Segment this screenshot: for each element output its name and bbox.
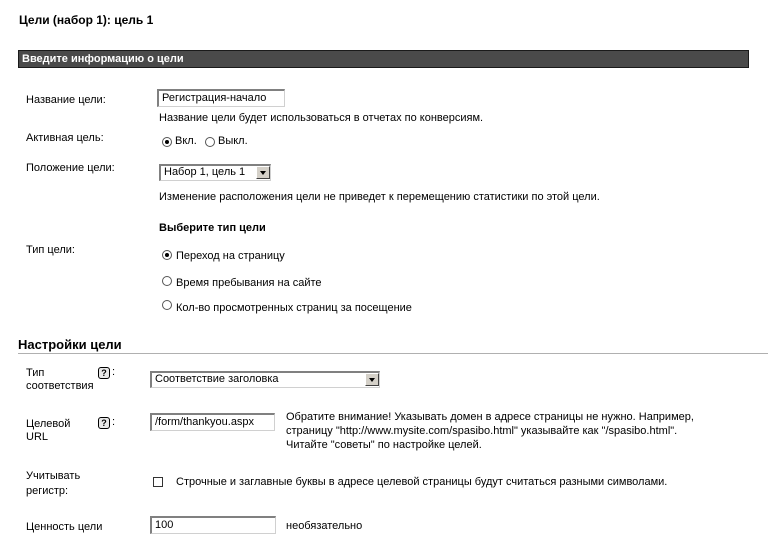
goal-position-hint: Изменение расположения цели не приведет к перемещению статистики по этой цели. bbox=[159, 191, 600, 203]
goal-position-select[interactable] bbox=[159, 164, 271, 181]
goal-name-label: Название цели: bbox=[26, 94, 106, 106]
goal-value-label: Ценность цели bbox=[26, 521, 103, 533]
goal-url-note-line1: Обратите внимание! Указывать домен в адресе страницы не нужно. Например, bbox=[286, 411, 694, 423]
active-off-label: Выкл. bbox=[218, 135, 248, 147]
help-icon[interactable]: ? bbox=[98, 367, 110, 379]
match-type-label-line1: Тип bbox=[26, 367, 45, 379]
goal-url-note-line2: страницу "http://www.mysite.com/spasibo.html" указывайте как "/spasibo.html". bbox=[286, 425, 678, 437]
goal-url-label-line1: Целевой bbox=[26, 418, 71, 430]
goal-type-option-pages: Кол-во просмотренных страниц за посещение bbox=[176, 302, 412, 314]
goal-type-radio-pages[interactable] bbox=[162, 300, 172, 310]
goal-position-label: Положение цели: bbox=[26, 162, 115, 174]
goal-type-option-pageview: Переход на страницу bbox=[176, 250, 285, 262]
case-sensitive-label-line2: регистр: bbox=[26, 485, 69, 497]
chevron-down-icon[interactable] bbox=[256, 166, 270, 179]
active-goal-label: Активная цель: bbox=[26, 132, 104, 144]
match-type-select[interactable] bbox=[150, 371, 380, 388]
case-sensitive-checkbox[interactable] bbox=[153, 477, 163, 487]
match-type-colon: : bbox=[112, 366, 116, 378]
active-on-radio[interactable] bbox=[162, 137, 172, 147]
section-header-title: Введите информацию о цели bbox=[22, 53, 184, 65]
goal-name-hint: Название цели будет использоваться в отчетах по конверсиям. bbox=[159, 112, 484, 124]
goal-type-heading: Выберите тип цели bbox=[159, 222, 266, 234]
goal-position-value: Набор 1, цель 1 bbox=[164, 166, 246, 178]
goal-type-radio-time[interactable] bbox=[162, 276, 172, 286]
goal-type-label: Тип цели: bbox=[26, 244, 75, 256]
goal-url-input[interactable]: /form/thankyou.aspx bbox=[150, 413, 275, 431]
goal-name-input[interactable]: Регистрация-начало bbox=[157, 89, 285, 107]
section-header-bar bbox=[18, 50, 749, 68]
help-icon[interactable]: ? bbox=[98, 417, 110, 429]
match-type-label-line2: соответствия bbox=[26, 380, 94, 392]
active-on-label: Вкл. bbox=[175, 135, 197, 147]
chevron-down-icon[interactable] bbox=[365, 373, 379, 386]
settings-title: Настройки цели bbox=[18, 337, 122, 352]
settings-divider bbox=[18, 353, 768, 354]
goal-type-option-time: Время пребывания на сайте bbox=[176, 277, 322, 289]
case-sensitive-text: Строчные и заглавные буквы в адресе целевой страницы будут считаться разными символами. bbox=[176, 476, 668, 488]
case-sensitive-label-line1: Учитывать bbox=[26, 470, 81, 482]
match-type-value: Соответствие заголовка bbox=[155, 373, 279, 385]
goal-value-optional: необязательно bbox=[286, 520, 363, 532]
goal-value-input[interactable]: 100 bbox=[150, 516, 276, 534]
active-off-radio[interactable] bbox=[205, 137, 215, 147]
goal-url-note-line3: Читайте "советы" по настройке целей. bbox=[286, 439, 482, 451]
page-title: Цели (набор 1): цель 1 bbox=[19, 13, 154, 27]
goal-url-label-line2: URL bbox=[26, 431, 49, 443]
goal-type-radio-pageview[interactable] bbox=[162, 250, 172, 260]
goal-url-colon: : bbox=[112, 416, 116, 428]
